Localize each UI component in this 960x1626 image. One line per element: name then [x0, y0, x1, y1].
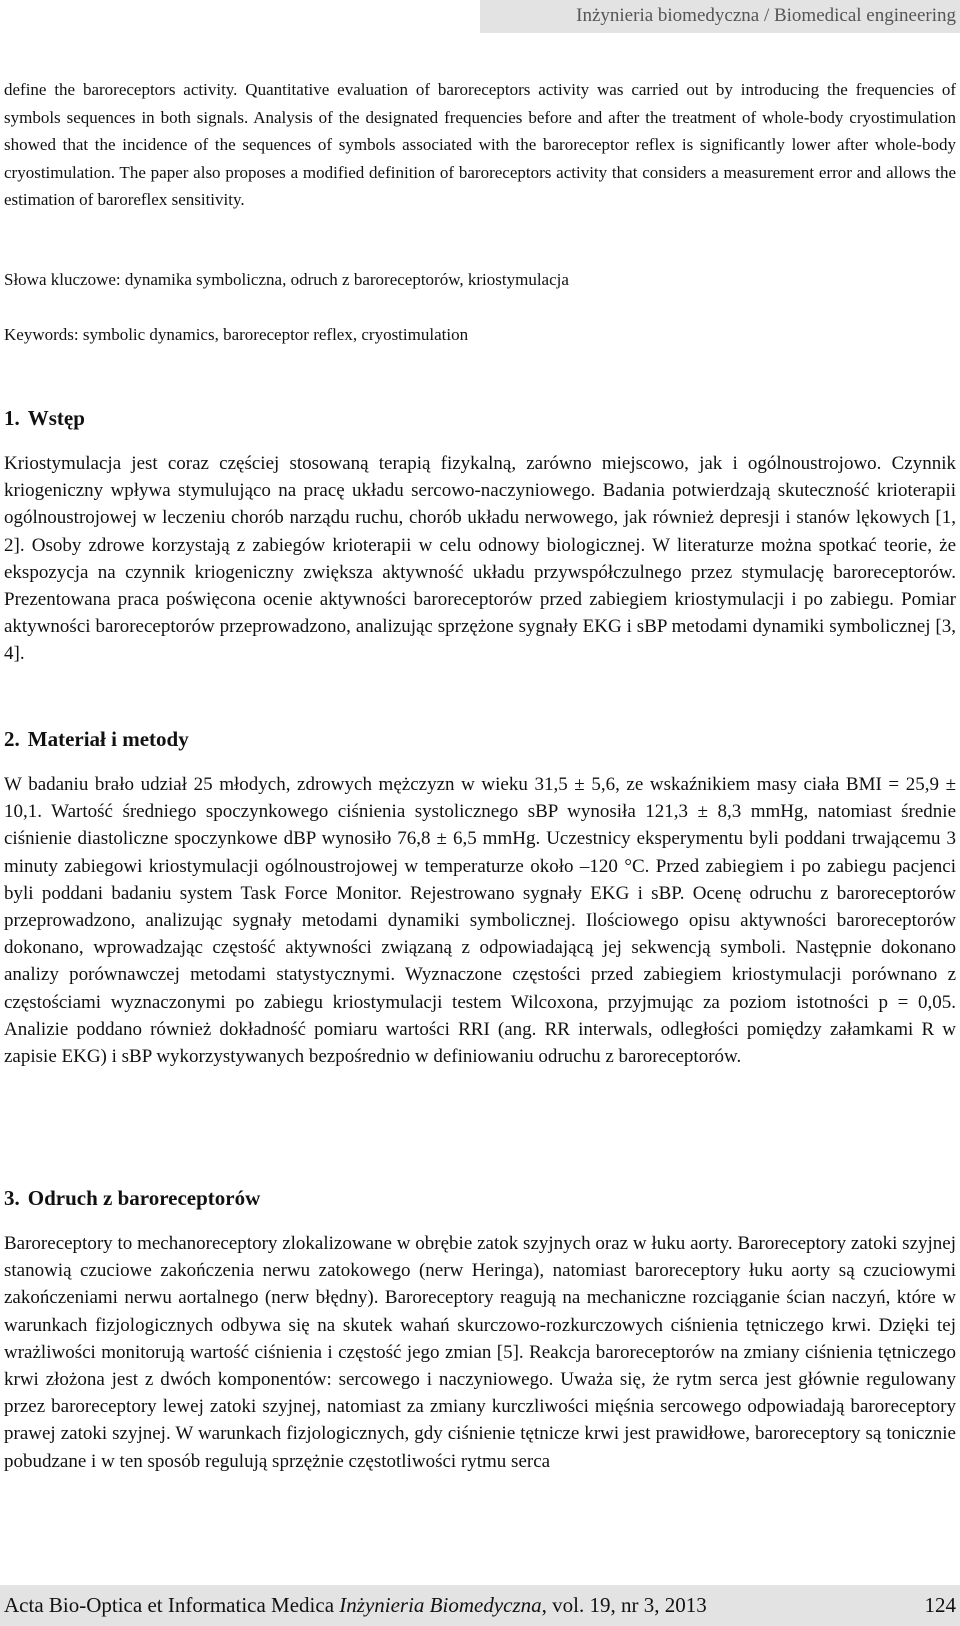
running-header [480, 0, 960, 33]
section-3-number: 3. [4, 1186, 20, 1210]
footer-journal [4, 1593, 707, 1618]
section-1-body: Kriostymulacja jest coraz częściej stosowaną terapią fizykalną, zarówno miejscowo, jak i ogólnoustrojowo. Czynnik kriogeniczny wpływa stymulująco na pracę układu sercowo-naczyniowego. Badania potwierdzają skuteczność krioterapii ogólnoustrojowej w leczeniu chorób narządu ruchu, chorób układu nerwowego, jak również depresji i stanów lękowych [1, 2]. Osoby zdrowe korzystają z zabiegów krioterapii w celu odnowy biologicznej. W literaturze można spotkać teorie, że ekspozycja na czynnik kriogeniczny zwiększa aktywność układu przywspółczulnego przez stymulację baroreceptorów. Prezentowana praca poświęcona ocenie aktywności baroreceptorów przed zabiegiem kriostymulacji i po zabiegu. Pomiar aktywności baroreceptorów przeprowadzono, analizując sprzężone sygnały EKG i sBP metodami dynamiki symbolicznej [3, 4]. [4, 453, 956, 665]
footer-journal-suffix: , vol. 19, nr 3, 2013 [541, 1593, 707, 1617]
keywords-english: Keywords: symbolic dynamics, baroreceptor reflex, cryostimulation [4, 325, 469, 344]
section-3-title: Odruch z baroreceptorów [27, 1186, 261, 1210]
section-2-number: 2. [4, 727, 20, 751]
keywords-polish: Słowa kluczowe: dynamika symboliczna, odruch z baroreceptorów, kriostymulacja [4, 270, 569, 289]
running-header-title: Inżynieria biomedyczna / Biomedical engineering [576, 5, 956, 26]
section-1-heading [4, 406, 85, 431]
footer-journal-prefix: Acta Bio-Optica et Informatica Medica [4, 1593, 340, 1617]
section-2-heading [4, 727, 189, 752]
section-1-title: Wstęp [27, 406, 85, 430]
section-3-heading [4, 1186, 260, 1211]
abstract-text: define the baroreceptors activity. Quantitative evaluation of baroreceptors activity was carried out by introducing the frequencies of symbols sequences in both signals. Analysis of the designated frequencies before and after the treatment of whole-body cryostimulation showed that the incidence of the sequences of symbols associated with the baroreceptor reflex is significantly lower after whole-body cryostimulation. The paper also proposes a modified definition of baroreceptors activity that considers a measurement error and allows the estimation of baroreflex sensitivity. [4, 80, 956, 209]
running-footer [0, 1585, 960, 1626]
section-1-number: 1. [4, 406, 20, 430]
footer-journal-italic: Inżynieria Biomedyczna [339, 1593, 542, 1617]
page-number: 124 [924, 1593, 956, 1617]
section-3-body: Baroreceptory to mechanoreceptory zlokalizowane w obrębie zatok szyjnych oraz w łuku aorty. Baroreceptory zatoki szyjnej stanowią czuciowe zakończenia nerwu zatokowego (nerw Heringa), natomiast baroreceptory łuku aorty są czuciowymi zakończeniami nerwu aortalnego (nerw błędny). Baroreceptory reagują na mechaniczne rozciąganie ścian naczyń, które w warunkach fizjologicznych odbywa się na skutek wahań skurczowo-rozkurczowych ciśnienia tętniczego krwi. Dzięki tej wrażliwości monitorują wartość ciśnienia i częstość jego zmian [5]. Reakcja baroreceptorów na zmiany ciśnienia tętniczego krwi złożona jest z dwóch komponentów: sercowego i naczyniowego. Uważa się, że rytm serca jest głównie regulowany przez baroreceptory lewej zatoki szyjnej, natomiast za zmiany kurczliwości mięśnia sercowego odpowiadają baroreceptory prawej zatoki szyjnej. W warunkach fizjologicznych, gdy ciśnienie tętnicze krwi jest prawidłowe, baroreceptory są tonicznie pobudzane i w ten sposób regulują sprzężnie częstotliwości rytmu serca [4, 1233, 956, 1472]
section-2-body: W badaniu brało udział 25 młodych, zdrowych mężczyzn w wieku 31,5 ± 5,6, ze wskaźnikiem masy ciała BMI = 25,9 ± 10,1. Wartość średniego spoczynkowego ciśnienia systolicznego sBP wynosiła 121,3 ± 8,3 mmHg, natomiast średnie ciśnienie diastoliczne spoczynkowe dBP wynosiło 76,8 ± 6,5 mmHg. Uczestnicy eksperymentu byli poddani trwającemu 3 minuty zabiegowi kriostymulacji ogólnoustrojowej w temperaturze około –120 °C. Przed zabiegiem i po zabiegu pacjenci byli poddani badaniu system Task Force Monitor. Rejestrowano sygnały EKG i sBP. Ocenę odruchu z baroreceptorów przeprowadzono, analizując sygnały metodami dynamiki symbolicznej. Ilościowego opisu aktywności baroreceptorów dokonano, wprowadzając częstość aktywności związaną z odpowiadającą jej sekwencją symboli. Następnie dokonano analizy porównawczej metodami statystycznymi. Wyznaczone częstości przed zabiegiem kriostymulacji porównano z częstościami wyznaczonymi po zabiegu kriostymulacji testem Wilcoxona, przyjmując za poziom istotności p = 0,05. Analizie poddano również dokładność pomiaru wartości RRI (ang. RR interwals, odległości pomiędzy załamkami R w zapisie EKG) i sBP wykorzystywanych bezpośrednio w definiowaniu odruchu z baroreceptorów. [4, 774, 956, 1068]
section-2-title: Materiał i metody [27, 727, 189, 751]
